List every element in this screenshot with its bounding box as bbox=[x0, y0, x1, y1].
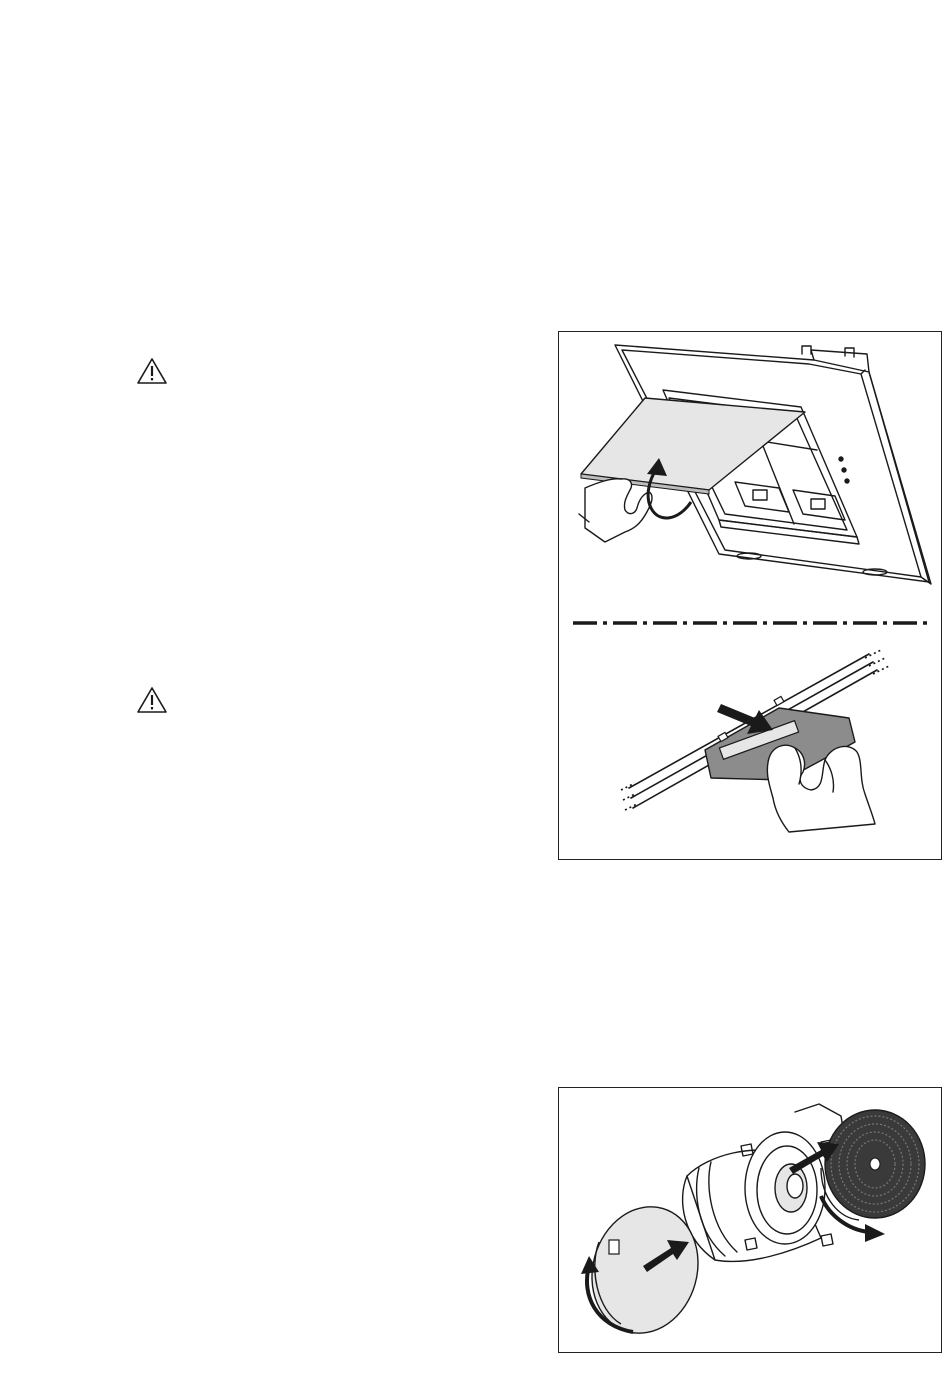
illustration-panel-carbon-filter bbox=[558, 1087, 942, 1353]
replace-carbon-filter-illustration bbox=[559, 1088, 941, 1352]
warning-triangle-icon bbox=[136, 357, 168, 385]
warning-triangle-icon bbox=[136, 686, 168, 714]
open-grease-filter-panel-illustration bbox=[559, 332, 941, 859]
hand-icon bbox=[579, 479, 652, 542]
illustration-panel-hood bbox=[558, 331, 942, 860]
